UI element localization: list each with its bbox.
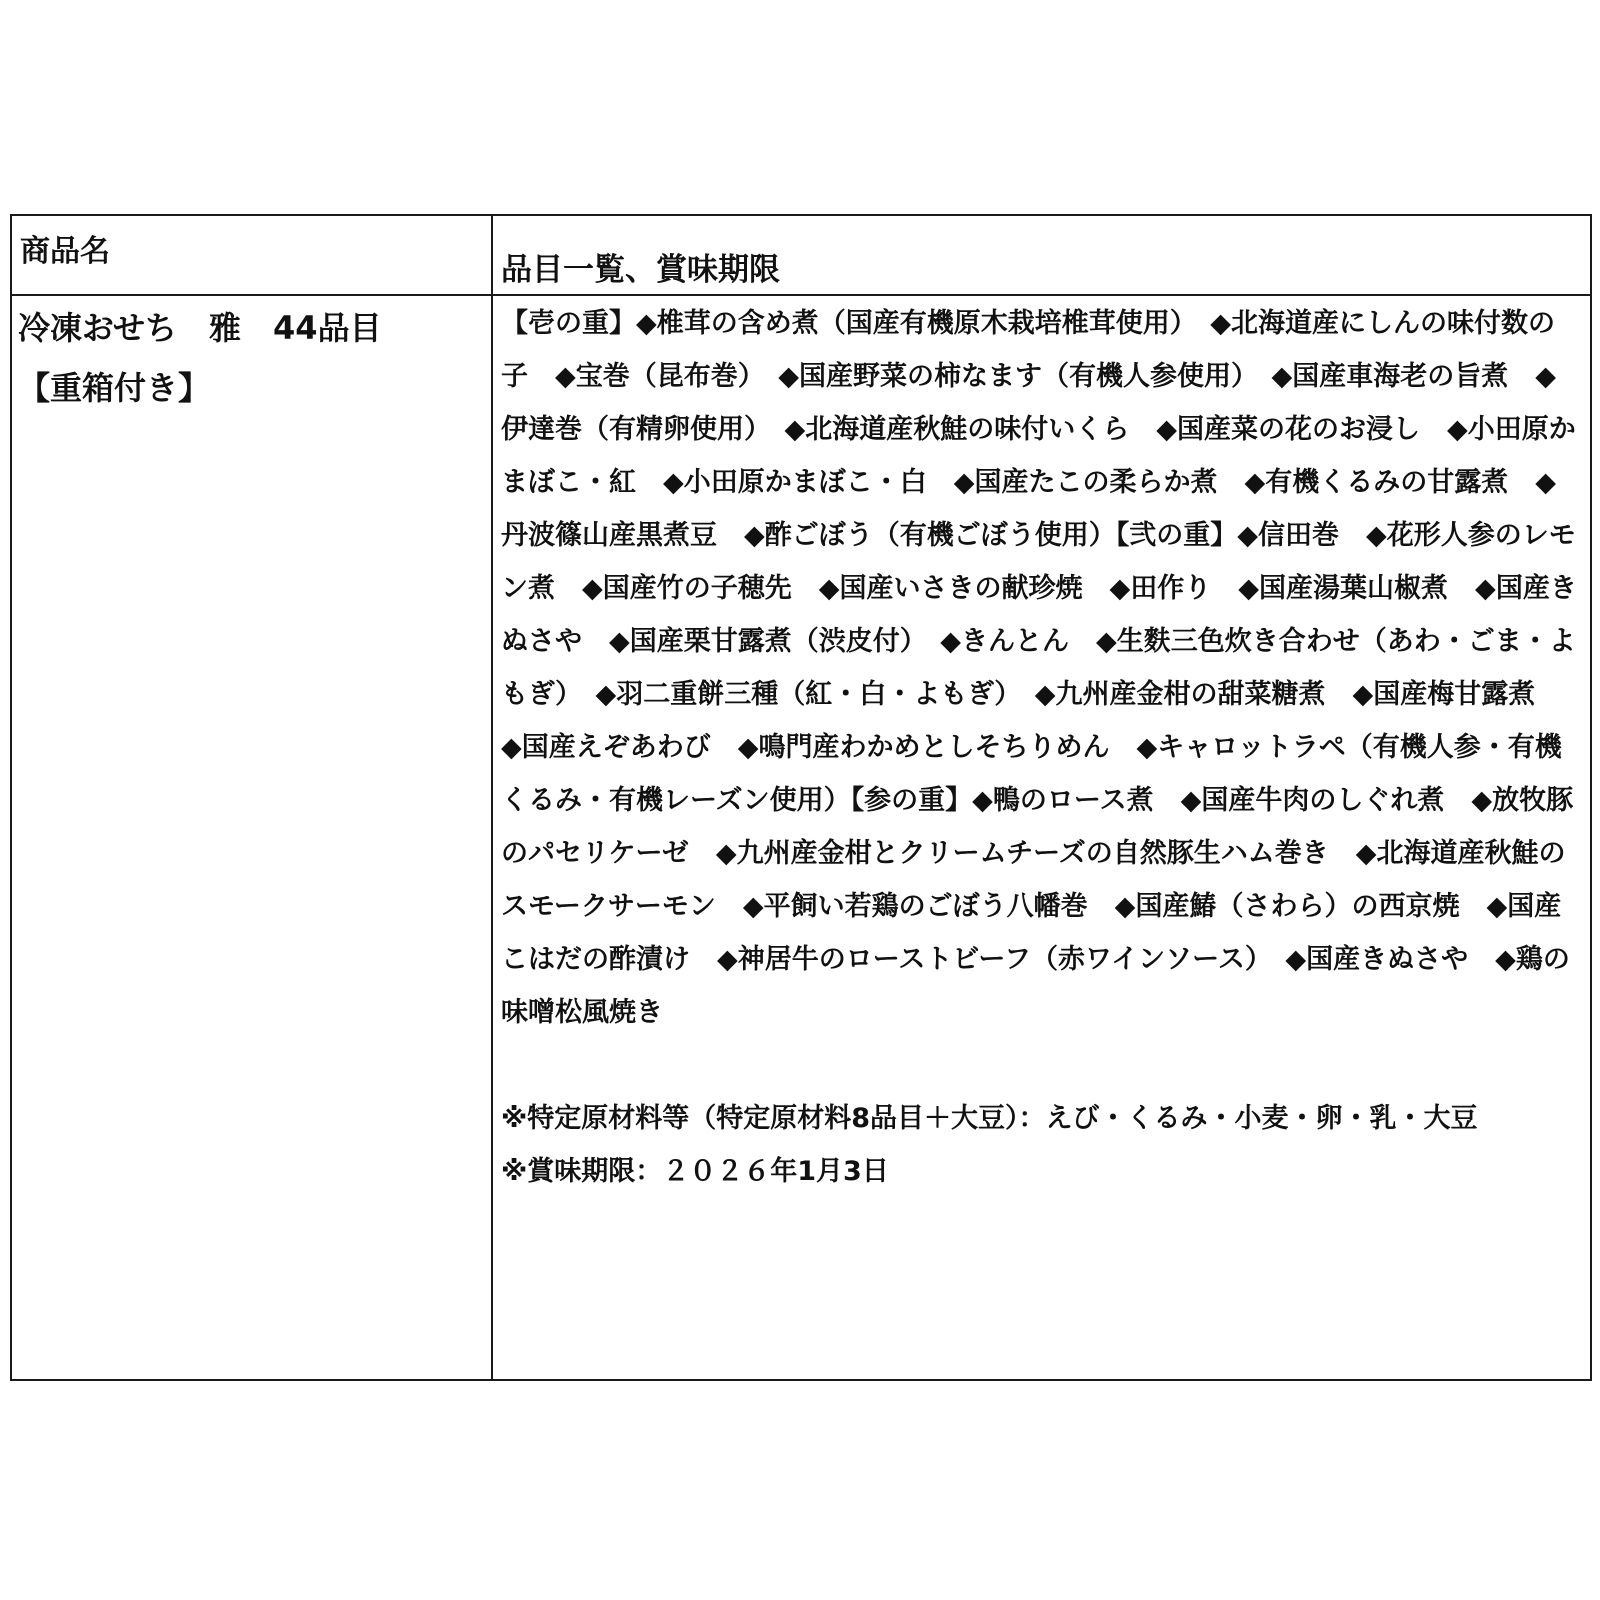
header-cell-product-name xyxy=(11,215,492,295)
items-content xyxy=(493,296,1590,1198)
product-name-line2: 【重箱付き】 xyxy=(18,369,211,407)
items-list: 【壱の重】◆椎茸の含め煮（国産有機原木栽培椎茸使用） ◆北海道産にしんの味付数の子 ◆宝巻（昆布巻） ◆国産野菜の柿なます（有機人参使用） ◆国産車海老の旨煮 ◆伊達巻（有精卵使用） ◆北海道産秋鮭の味付いくら ◆国産菜の花のお浸し ◆小田原かまぼこ・紅 ◆小田原かまぼこ・白 ◆国産たこの柔らか煮 ◆有機くるみの甘露煮 ◆丹波篠山産黒煮豆 ◆酢ごぼう（有機ごぼう使用）【弐の重】◆信田巻 ◆花形人参のレモン煮 ◆国産竹の子穂先 ◆国産いさきの献珍焼 ◆田作り ◆国産湯葉山椒煮 ◆国産きぬさや ◆国産栗甘露煮（渋皮付） ◆きんとん ◆生麩三色炊き合わせ（あわ・ごま・よもぎ） ◆羽二重餅三種（紅・白・よもぎ） ◆九州産金柑の甜菜糖煮 ◆国産梅甘露煮 ◆国産えぞあわび ◆鳴門産わかめとしそちりめん ◆キャロットラペ（有機人参・有機くるみ・有機レーズン使用）【参の重】◆鴨のロース煮 ◆国産牛肉のしぐれ煮 ◆放牧豚のパセリケーゼ ◆九州産金柑とクリームチーズの自然豚生ハム巻き ◆北海道産秋鮭のスモークサーモン ◆平飼い若鶏のごぼう八幡巻 ◆国産鰆（さわら）の西京焼 ◆国産こはだの酢漬け ◆神居牛のローストビーフ（赤ワインソース） ◆国産きぬさや ◆鶏の味噌松風焼き xyxy=(501,308,1577,1028)
product-name-line1: 冷凍おせち 雅 44品目 xyxy=(18,309,382,347)
items-cell xyxy=(492,295,1591,1380)
spacer xyxy=(501,1039,1582,1092)
table-row xyxy=(11,295,1591,1380)
header-cell-items xyxy=(492,215,1591,295)
allergen-note: ※特定原材料等（特定原材料8品目＋大豆）：えび・くるみ・小麦・卵・乳・大豆 xyxy=(501,1103,1478,1134)
product-spec-table xyxy=(10,214,1592,1381)
product-name-cell xyxy=(11,295,492,1380)
table-header-row xyxy=(11,215,1591,295)
header-items-and-expiry: 品目一覧、賞味期限 xyxy=(501,252,780,288)
product-name xyxy=(12,296,491,418)
header-product-name: 商品名 xyxy=(20,234,110,269)
expiry-note: ※賞味期限：２０２６年1月3日 xyxy=(501,1156,889,1187)
